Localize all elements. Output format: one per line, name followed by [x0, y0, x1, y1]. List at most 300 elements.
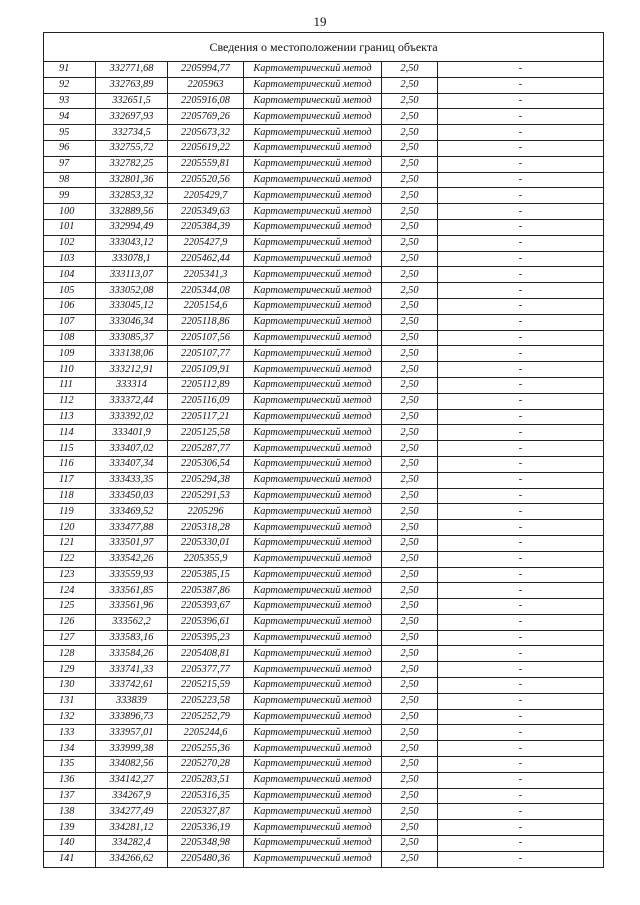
table-row [44, 472, 604, 488]
page-number: 19 [313, 14, 327, 29]
point-number-cell: 123 [44, 567, 96, 583]
y-coordinate-cell: 2205520,56 [168, 172, 244, 188]
table-row [44, 188, 604, 204]
table-row [44, 441, 604, 457]
point-number-cell: 133 [44, 725, 96, 741]
description-cell: - [438, 678, 604, 694]
point-number-cell: 125 [44, 599, 96, 615]
point-number-cell: 130 [44, 678, 96, 694]
point-number-cell: 115 [44, 441, 96, 457]
method-cell: Картометрический метод [244, 567, 382, 583]
accuracy-cell: 2,50 [382, 62, 438, 78]
y-coordinate-cell: 2205109,91 [168, 362, 244, 378]
method-cell: Картометрический метод [244, 393, 382, 409]
point-number-cell: 127 [44, 630, 96, 646]
description-cell: - [438, 772, 604, 788]
x-coordinate-cell: 333401,9 [96, 425, 168, 441]
x-coordinate-cell: 333469,52 [96, 504, 168, 520]
description-cell: - [438, 630, 604, 646]
x-coordinate-cell: 333896,73 [96, 709, 168, 725]
accuracy-cell: 2,50 [382, 140, 438, 156]
y-coordinate-cell: 2205107,77 [168, 346, 244, 362]
table-row [44, 425, 604, 441]
point-number-cell: 107 [44, 314, 96, 330]
x-coordinate-cell: 334082,56 [96, 757, 168, 773]
accuracy-cell: 2,50 [382, 662, 438, 678]
description-cell: - [438, 662, 604, 678]
method-cell: Картометрический метод [244, 377, 382, 393]
point-number-cell: 131 [44, 693, 96, 709]
description-cell: - [438, 125, 604, 141]
description-cell: - [438, 330, 604, 346]
point-number-cell: 135 [44, 757, 96, 773]
y-coordinate-cell: 2205387,86 [168, 583, 244, 599]
x-coordinate-cell: 332734,5 [96, 125, 168, 141]
description-cell: - [438, 836, 604, 852]
accuracy-cell: 2,50 [382, 235, 438, 251]
description-cell: - [438, 425, 604, 441]
method-cell: Картометрический метод [244, 362, 382, 378]
y-coordinate-cell: 2205117,21 [168, 409, 244, 425]
x-coordinate-cell: 332801,36 [96, 172, 168, 188]
method-cell: Картометрический метод [244, 583, 382, 599]
method-cell: Картометрический метод [244, 472, 382, 488]
y-coordinate-cell: 2205154,6 [168, 298, 244, 314]
point-number-cell: 114 [44, 425, 96, 441]
y-coordinate-cell: 2205316,35 [168, 788, 244, 804]
method-cell: Картометрический метод [244, 520, 382, 536]
y-coordinate-cell: 2205306,54 [168, 456, 244, 472]
method-cell: Картометрический метод [244, 820, 382, 836]
point-number-cell: 99 [44, 188, 96, 204]
point-number-cell: 128 [44, 646, 96, 662]
description-cell: - [438, 235, 604, 251]
point-number-cell: 96 [44, 140, 96, 156]
y-coordinate-cell: 2205287,77 [168, 441, 244, 457]
table-row [44, 330, 604, 346]
table-row [44, 393, 604, 409]
y-coordinate-cell: 2205125,58 [168, 425, 244, 441]
method-cell: Картометрический метод [244, 725, 382, 741]
x-coordinate-cell: 333562,2 [96, 614, 168, 630]
x-coordinate-cell: 333559,93 [96, 567, 168, 583]
point-number-cell: 141 [44, 851, 96, 867]
table-row [44, 520, 604, 536]
point-number-cell: 93 [44, 93, 96, 109]
accuracy-cell: 2,50 [382, 488, 438, 504]
method-cell: Картометрический метод [244, 772, 382, 788]
description-cell: - [438, 788, 604, 804]
description-cell: - [438, 851, 604, 867]
method-cell: Картометрический метод [244, 251, 382, 267]
y-coordinate-cell: 2205336,19 [168, 820, 244, 836]
y-coordinate-cell: 2205963 [168, 77, 244, 93]
method-cell: Картометрический метод [244, 314, 382, 330]
table-row [44, 125, 604, 141]
accuracy-cell: 2,50 [382, 298, 438, 314]
accuracy-cell: 2,50 [382, 456, 438, 472]
description-cell: - [438, 140, 604, 156]
y-coordinate-cell: 2205318,28 [168, 520, 244, 536]
table-row [44, 204, 604, 220]
description-cell: - [438, 646, 604, 662]
table-row [44, 583, 604, 599]
y-coordinate-cell: 2205270,28 [168, 757, 244, 773]
y-coordinate-cell: 2205294,38 [168, 472, 244, 488]
accuracy-cell: 2,50 [382, 93, 438, 109]
y-coordinate-cell: 2205349,63 [168, 204, 244, 220]
accuracy-cell: 2,50 [382, 77, 438, 93]
accuracy-cell: 2,50 [382, 567, 438, 583]
y-coordinate-cell: 2205341,3 [168, 267, 244, 283]
y-coordinate-cell: 2205327,87 [168, 804, 244, 820]
y-coordinate-cell: 2205355,9 [168, 551, 244, 567]
accuracy-cell: 2,50 [382, 583, 438, 599]
table-row [44, 283, 604, 299]
point-number-cell: 140 [44, 836, 96, 852]
table-row [44, 820, 604, 836]
method-cell: Картометрический метод [244, 219, 382, 235]
point-number-cell: 110 [44, 362, 96, 378]
accuracy-cell: 2,50 [382, 188, 438, 204]
description-cell: - [438, 362, 604, 378]
y-coordinate-cell: 2205112,89 [168, 377, 244, 393]
accuracy-cell: 2,50 [382, 630, 438, 646]
method-cell: Картометрический метод [244, 535, 382, 551]
point-number-cell: 104 [44, 267, 96, 283]
x-coordinate-cell: 333212,91 [96, 362, 168, 378]
point-number-cell: 139 [44, 820, 96, 836]
accuracy-cell: 2,50 [382, 693, 438, 709]
x-coordinate-cell: 332697,93 [96, 109, 168, 125]
table-row [44, 409, 604, 425]
accuracy-cell: 2,50 [382, 709, 438, 725]
y-coordinate-cell: 2205559,81 [168, 156, 244, 172]
table-row [44, 567, 604, 583]
description-cell: - [438, 551, 604, 567]
description-cell: - [438, 520, 604, 536]
table-row [44, 219, 604, 235]
y-coordinate-cell: 2205283,51 [168, 772, 244, 788]
point-number-cell: 91 [44, 62, 96, 78]
table-row [44, 804, 604, 820]
description-cell: - [438, 93, 604, 109]
method-cell: Картометрический метод [244, 551, 382, 567]
point-number-cell: 134 [44, 741, 96, 757]
x-coordinate-cell: 333501,97 [96, 535, 168, 551]
description-cell: - [438, 472, 604, 488]
point-number-cell: 98 [44, 172, 96, 188]
table-row [44, 741, 604, 757]
y-coordinate-cell: 2205348,98 [168, 836, 244, 852]
description-cell: - [438, 346, 604, 362]
accuracy-cell: 2,50 [382, 330, 438, 346]
table-row [44, 709, 604, 725]
method-cell: Картометрический метод [244, 646, 382, 662]
point-number-cell: 97 [44, 156, 96, 172]
description-cell: - [438, 156, 604, 172]
x-coordinate-cell: 333450,03 [96, 488, 168, 504]
point-number-cell: 94 [44, 109, 96, 125]
accuracy-cell: 2,50 [382, 441, 438, 457]
table-row [44, 836, 604, 852]
method-cell: Картометрический метод [244, 488, 382, 504]
method-cell: Картометрический метод [244, 140, 382, 156]
y-coordinate-cell: 2205769,26 [168, 109, 244, 125]
accuracy-cell: 2,50 [382, 535, 438, 551]
x-coordinate-cell: 333741,33 [96, 662, 168, 678]
x-coordinate-cell: 334267,9 [96, 788, 168, 804]
x-coordinate-cell: 333957,01 [96, 725, 168, 741]
point-number-cell: 122 [44, 551, 96, 567]
method-cell: Картометрический метод [244, 409, 382, 425]
y-coordinate-cell: 2205255,36 [168, 741, 244, 757]
table-row [44, 630, 604, 646]
accuracy-cell: 2,50 [382, 599, 438, 615]
table-row [44, 725, 604, 741]
description-cell: - [438, 456, 604, 472]
x-coordinate-cell: 333839 [96, 693, 168, 709]
method-cell: Картометрический метод [244, 662, 382, 678]
method-cell: Картометрический метод [244, 298, 382, 314]
method-cell: Картометрический метод [244, 441, 382, 457]
description-cell: - [438, 583, 604, 599]
description-cell: - [438, 283, 604, 299]
x-coordinate-cell: 333561,85 [96, 583, 168, 599]
method-cell: Картометрический метод [244, 77, 382, 93]
method-cell: Картометрический метод [244, 188, 382, 204]
description-cell: - [438, 109, 604, 125]
description-cell: - [438, 393, 604, 409]
method-cell: Картометрический метод [244, 788, 382, 804]
accuracy-cell: 2,50 [382, 472, 438, 488]
y-coordinate-cell: 2205215,59 [168, 678, 244, 694]
x-coordinate-cell: 333314 [96, 377, 168, 393]
accuracy-cell: 2,50 [382, 678, 438, 694]
point-number-cell: 92 [44, 77, 96, 93]
x-coordinate-cell: 334282,4 [96, 836, 168, 852]
description-cell: - [438, 314, 604, 330]
point-number-cell: 119 [44, 504, 96, 520]
x-coordinate-cell: 333138,06 [96, 346, 168, 362]
table-row [44, 678, 604, 694]
description-cell: - [438, 204, 604, 220]
y-coordinate-cell: 2205244,6 [168, 725, 244, 741]
y-coordinate-cell: 2205395,23 [168, 630, 244, 646]
x-coordinate-cell: 334266,62 [96, 851, 168, 867]
method-cell: Картометрический метод [244, 709, 382, 725]
description-cell: - [438, 62, 604, 78]
x-coordinate-cell: 333433,35 [96, 472, 168, 488]
accuracy-cell: 2,50 [382, 283, 438, 299]
table-row [44, 488, 604, 504]
x-coordinate-cell: 333043,12 [96, 235, 168, 251]
x-coordinate-cell: 333584,26 [96, 646, 168, 662]
description-cell: - [438, 504, 604, 520]
point-number-cell: 105 [44, 283, 96, 299]
description-cell: - [438, 219, 604, 235]
x-coordinate-cell: 333078,1 [96, 251, 168, 267]
x-coordinate-cell: 333477,88 [96, 520, 168, 536]
x-coordinate-cell: 334277,49 [96, 804, 168, 820]
description-cell: - [438, 441, 604, 457]
x-coordinate-cell: 333407,34 [96, 456, 168, 472]
point-number-cell: 103 [44, 251, 96, 267]
description-cell: - [438, 725, 604, 741]
description-cell: - [438, 298, 604, 314]
y-coordinate-cell: 2205223,58 [168, 693, 244, 709]
point-number-cell: 126 [44, 614, 96, 630]
y-coordinate-cell: 2205994,77 [168, 62, 244, 78]
accuracy-cell: 2,50 [382, 788, 438, 804]
accuracy-cell: 2,50 [382, 204, 438, 220]
method-cell: Картометрический метод [244, 235, 382, 251]
x-coordinate-cell: 333583,16 [96, 630, 168, 646]
method-cell: Картометрический метод [244, 851, 382, 867]
y-coordinate-cell: 2205408,81 [168, 646, 244, 662]
y-coordinate-cell: 2205252,79 [168, 709, 244, 725]
table-row [44, 788, 604, 804]
point-number-cell: 136 [44, 772, 96, 788]
x-coordinate-cell: 333113,07 [96, 267, 168, 283]
description-cell: - [438, 188, 604, 204]
table-row [44, 251, 604, 267]
table-row [44, 693, 604, 709]
description-cell: - [438, 599, 604, 615]
method-cell: Картометрический метод [244, 109, 382, 125]
description-cell: - [438, 693, 604, 709]
table-row [44, 62, 604, 78]
method-cell: Картометрический метод [244, 62, 382, 78]
method-cell: Картометрический метод [244, 599, 382, 615]
point-number-cell: 117 [44, 472, 96, 488]
table-row [44, 140, 604, 156]
y-coordinate-cell: 2205344,08 [168, 283, 244, 299]
table-row [44, 346, 604, 362]
x-coordinate-cell: 332782,25 [96, 156, 168, 172]
x-coordinate-cell: 333999,38 [96, 741, 168, 757]
y-coordinate-cell: 2205480,36 [168, 851, 244, 867]
x-coordinate-cell: 333085,37 [96, 330, 168, 346]
x-coordinate-cell: 333392,02 [96, 409, 168, 425]
accuracy-cell: 2,50 [382, 425, 438, 441]
x-coordinate-cell: 332889,56 [96, 204, 168, 220]
point-number-cell: 118 [44, 488, 96, 504]
description-cell: - [438, 567, 604, 583]
x-coordinate-cell: 332853,32 [96, 188, 168, 204]
table-row [44, 298, 604, 314]
point-number-cell: 101 [44, 219, 96, 235]
y-coordinate-cell: 2205462,44 [168, 251, 244, 267]
accuracy-cell: 2,50 [382, 172, 438, 188]
accuracy-cell: 2,50 [382, 772, 438, 788]
point-number-cell: 132 [44, 709, 96, 725]
accuracy-cell: 2,50 [382, 377, 438, 393]
table-row [44, 377, 604, 393]
table-row [44, 757, 604, 773]
y-coordinate-cell: 2205384,39 [168, 219, 244, 235]
accuracy-cell: 2,50 [382, 804, 438, 820]
point-number-cell: 137 [44, 788, 96, 804]
method-cell: Картометрический метод [244, 425, 382, 441]
table-row [44, 772, 604, 788]
table-row [44, 235, 604, 251]
table-row [44, 646, 604, 662]
accuracy-cell: 2,50 [382, 362, 438, 378]
accuracy-cell: 2,50 [382, 156, 438, 172]
table-row [44, 314, 604, 330]
table-body [44, 62, 604, 868]
boundary-coordinates-table [43, 32, 604, 868]
y-coordinate-cell: 2205429,7 [168, 188, 244, 204]
point-number-cell: 95 [44, 125, 96, 141]
table-title-row [44, 33, 604, 62]
x-coordinate-cell: 332651,5 [96, 93, 168, 109]
table-title: Сведения о местоположении границ объекта [44, 33, 604, 62]
table-row [44, 551, 604, 567]
table-row [44, 93, 604, 109]
accuracy-cell: 2,50 [382, 109, 438, 125]
table-row [44, 535, 604, 551]
description-cell: - [438, 267, 604, 283]
x-coordinate-cell: 333407,02 [96, 441, 168, 457]
accuracy-cell: 2,50 [382, 267, 438, 283]
accuracy-cell: 2,50 [382, 851, 438, 867]
x-coordinate-cell: 332771,68 [96, 62, 168, 78]
accuracy-cell: 2,50 [382, 219, 438, 235]
y-coordinate-cell: 2205296 [168, 504, 244, 520]
accuracy-cell: 2,50 [382, 551, 438, 567]
x-coordinate-cell: 332994,49 [96, 219, 168, 235]
x-coordinate-cell: 333561,96 [96, 599, 168, 615]
method-cell: Картометрический метод [244, 330, 382, 346]
method-cell: Картометрический метод [244, 836, 382, 852]
y-coordinate-cell: 2205427,9 [168, 235, 244, 251]
method-cell: Картометрический метод [244, 614, 382, 630]
y-coordinate-cell: 2205116,09 [168, 393, 244, 409]
x-coordinate-cell: 333046,34 [96, 314, 168, 330]
point-number-cell: 113 [44, 409, 96, 425]
description-cell: - [438, 251, 604, 267]
x-coordinate-cell: 333742,61 [96, 678, 168, 694]
method-cell: Картометрический метод [244, 741, 382, 757]
accuracy-cell: 2,50 [382, 251, 438, 267]
description-cell: - [438, 535, 604, 551]
table-row [44, 662, 604, 678]
description-cell: - [438, 614, 604, 630]
table-row [44, 362, 604, 378]
method-cell: Картометрический метод [244, 693, 382, 709]
y-coordinate-cell: 2205291,53 [168, 488, 244, 504]
point-number-cell: 112 [44, 393, 96, 409]
accuracy-cell: 2,50 [382, 393, 438, 409]
accuracy-cell: 2,50 [382, 409, 438, 425]
point-number-cell: 100 [44, 204, 96, 220]
table-row [44, 156, 604, 172]
accuracy-cell: 2,50 [382, 346, 438, 362]
point-number-cell: 124 [44, 583, 96, 599]
y-coordinate-cell: 2205916,08 [168, 93, 244, 109]
point-number-cell: 109 [44, 346, 96, 362]
y-coordinate-cell: 2205673,32 [168, 125, 244, 141]
description-cell: - [438, 820, 604, 836]
table-row [44, 504, 604, 520]
method-cell: Картометрический метод [244, 283, 382, 299]
table-row [44, 599, 604, 615]
method-cell: Картометрический метод [244, 630, 382, 646]
table-row [44, 172, 604, 188]
point-number-cell: 102 [44, 235, 96, 251]
